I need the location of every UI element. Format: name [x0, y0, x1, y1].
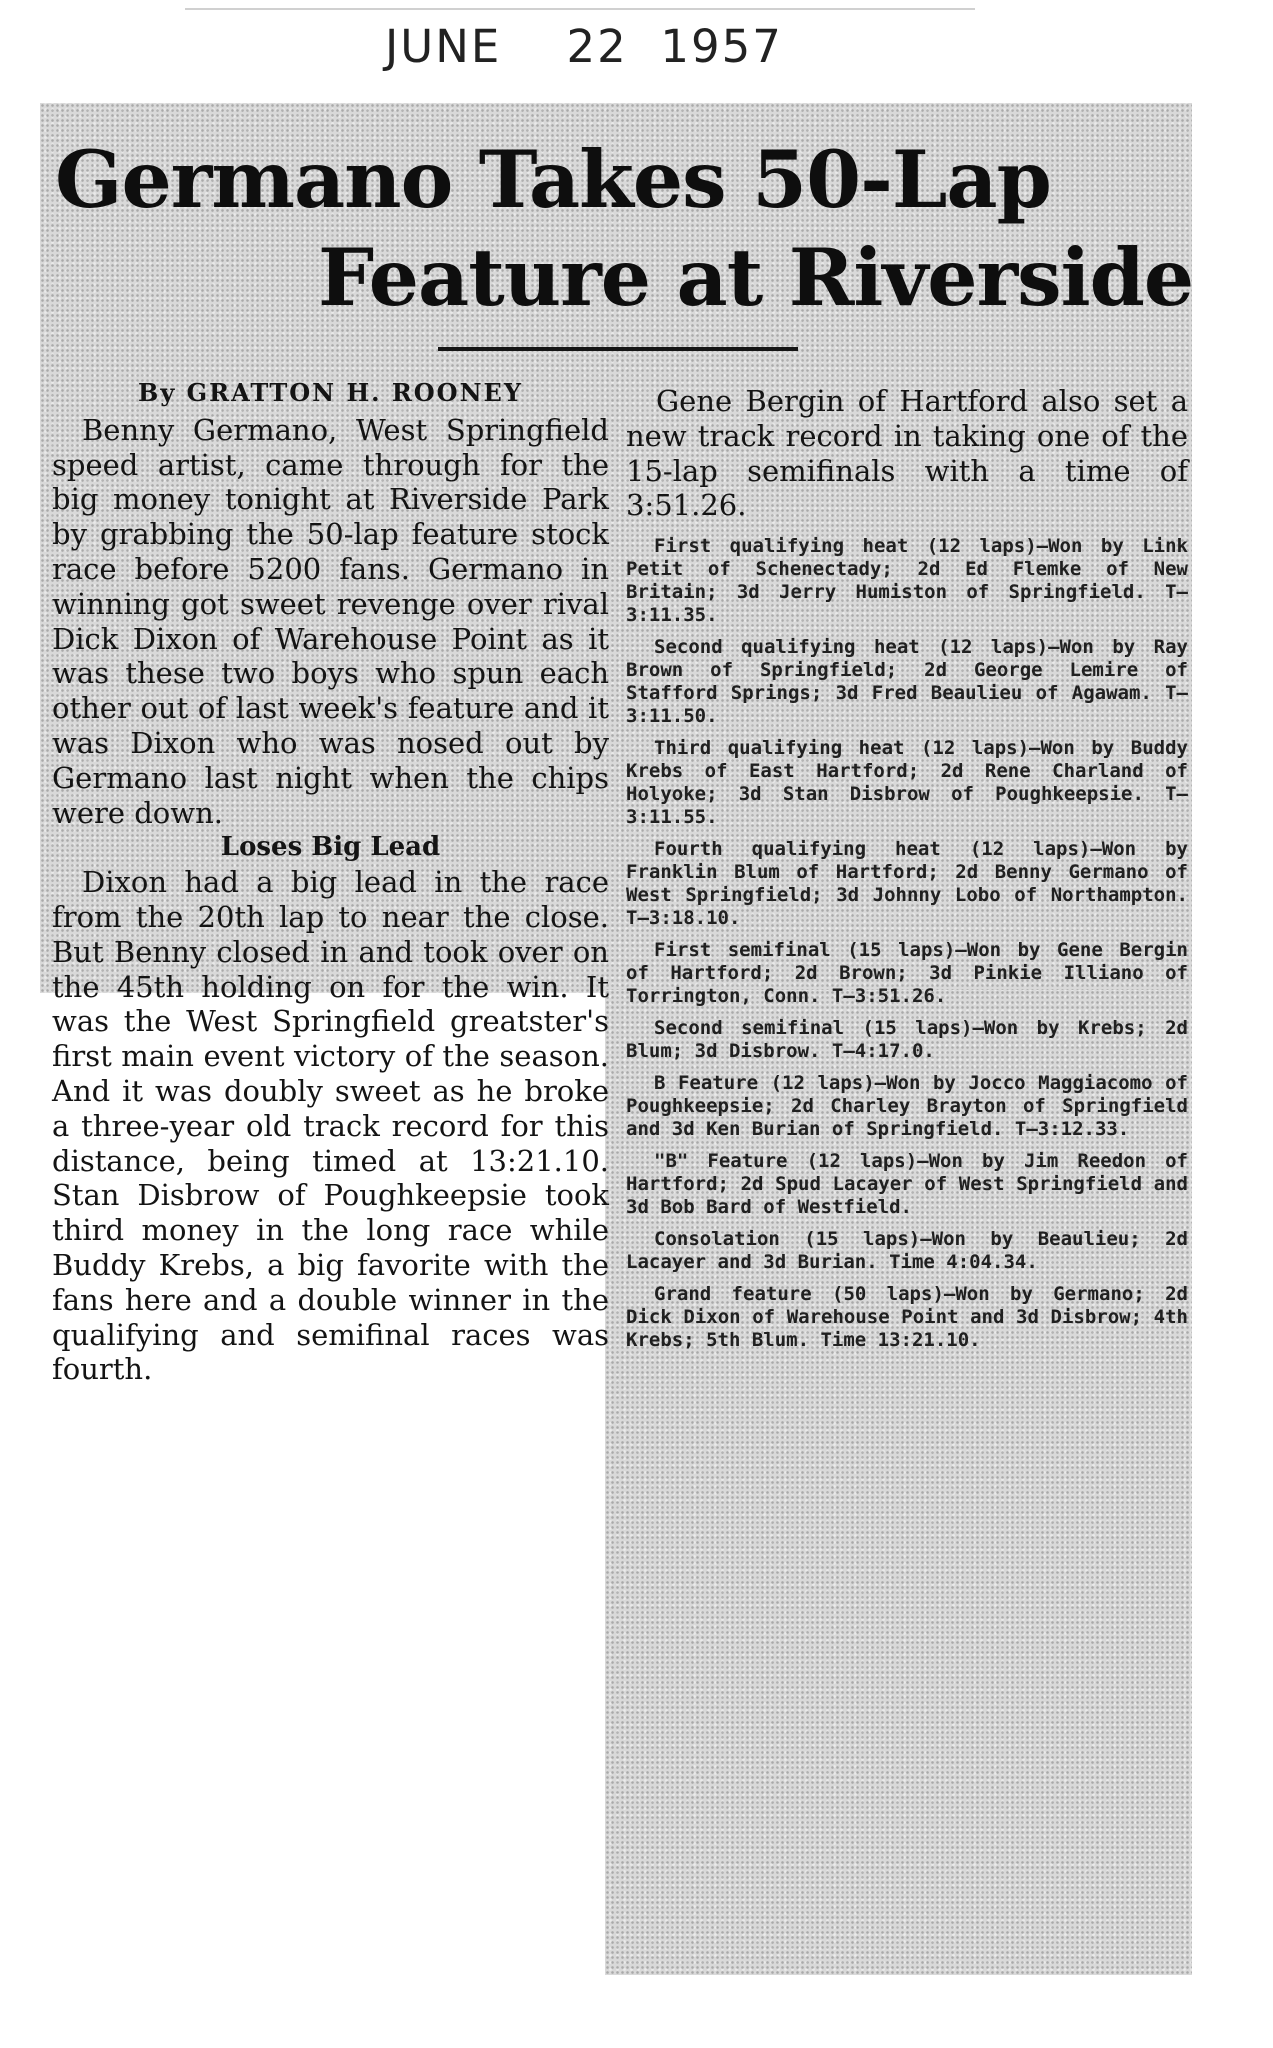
- result-item: Second semifinal (15 laps)—Won by Krebs; 2d Blum; 3d Disbrow. T—4:17.0.: [626, 1017, 1188, 1063]
- article-right-column: [626, 376, 1188, 1361]
- subheading: Loses Big Lead: [220, 832, 441, 863]
- result-item: B Feature (12 laps)—Won by Jocco Maggiacomo of Poughkeepsie; 2d Charley Brayton of Springfield and 3d Ken Burian of Springfield. T—3:12.33.: [626, 1072, 1188, 1141]
- scan-edge-line: [185, 8, 975, 10]
- result-item: Second qualifying heat (12 laps)—Won by Ray Brown of Springfield; 2d George Lemire of Stafford Springs; 3d Fred Beaulieu of Agawam. T—3:11.50.: [626, 636, 1188, 728]
- article-paragraph-2: Dixon had a big lead in the race from the 20th lap to near the close. But Benny closed in and took over on the 45th holding on for the win. It was the West Springfield greatster's first main event victory of the season. And it was doubly sweet as he broke a three-year old track record for this distance, being timed at 13:21.10. Stan Disbrow of Poughkeepsie took third money in the long race while Buddy Krebs, a big favorite with the fans here and a double winner in the qualifying and semifinal races was fourth.: [52, 865, 609, 1387]
- column-gap: [626, 376, 1188, 384]
- result-item: First semifinal (15 laps)—Won by Gene Bergin of Hartford; 2d Brown; 3d Pinkie Illiano of Torrington, Conn. T—3:51.26.: [626, 939, 1188, 1008]
- article-paragraph-3: Gene Bergin of Hartford also set a new track record in taking one of the 15-lap semifinals with a time of 3:51.26.: [626, 384, 1188, 523]
- result-item: Grand feature (50 laps)—Won by Germano; 2d Dick Dixon of Warehouse Point and 3d Disbrow; 4th Krebs; 5th Blum. Time 13:21.10.: [626, 1283, 1188, 1352]
- result-item: Fourth qualifying heat (12 laps)—Won by Franklin Blum of Hartford; 2d Benny Germano of West Springfield; 3d Johnny Lobo of Northampton. T—3:18.10.: [626, 838, 1188, 930]
- result-item: First qualifying heat (12 laps)—Won by Link Petit of Schenectady; 2d Ed Flemke of New Britain; 3d Jerry Humiston of Springfield. T—3:11.35.: [626, 535, 1188, 627]
- headline-rule: [438, 347, 798, 351]
- clipping-date: JUNE 22 1957: [385, 20, 783, 73]
- result-item: Consolation (15 laps)—Won by Beaulieu; 2d Lacayer and 3d Burian. Time 4:04.34.: [626, 1228, 1188, 1274]
- byline: By GRATTON H. ROONEY: [138, 378, 523, 407]
- race-results: [626, 535, 1188, 1352]
- headline-line-1: Germano Takes 50-Lap: [55, 133, 1051, 226]
- result-item: Third qualifying heat (12 laps)—Won by Buddy Krebs of East Hartford; 2d Rene Charland of Holyoke; 3d Stan Disbrow of Poughkeepsie. T—3:11.55.: [626, 737, 1188, 829]
- result-item: "B" Feature (12 laps)—Won by Jim Reedon of Hartford; 2d Spud Lacayer of West Springfield and 3d Bob Bard of Westfield.: [626, 1150, 1188, 1219]
- article-paragraph-1: Benny Germano, West Springfield speed artist, came through for the big money tonight at Riverside Park by grabbing the 50-lap feature stock race before 5200 fans. Germano in winning got sweet revenge over rival Dick Dixon of Warehouse Point as it was these two boys who spun each other out of last week's feature and it was Dixon who was nosed out by Germano last night when the chips were down.: [52, 412, 609, 830]
- article-left-column: [52, 376, 609, 1387]
- headline-line-2: Feature at Riverside: [318, 231, 1194, 324]
